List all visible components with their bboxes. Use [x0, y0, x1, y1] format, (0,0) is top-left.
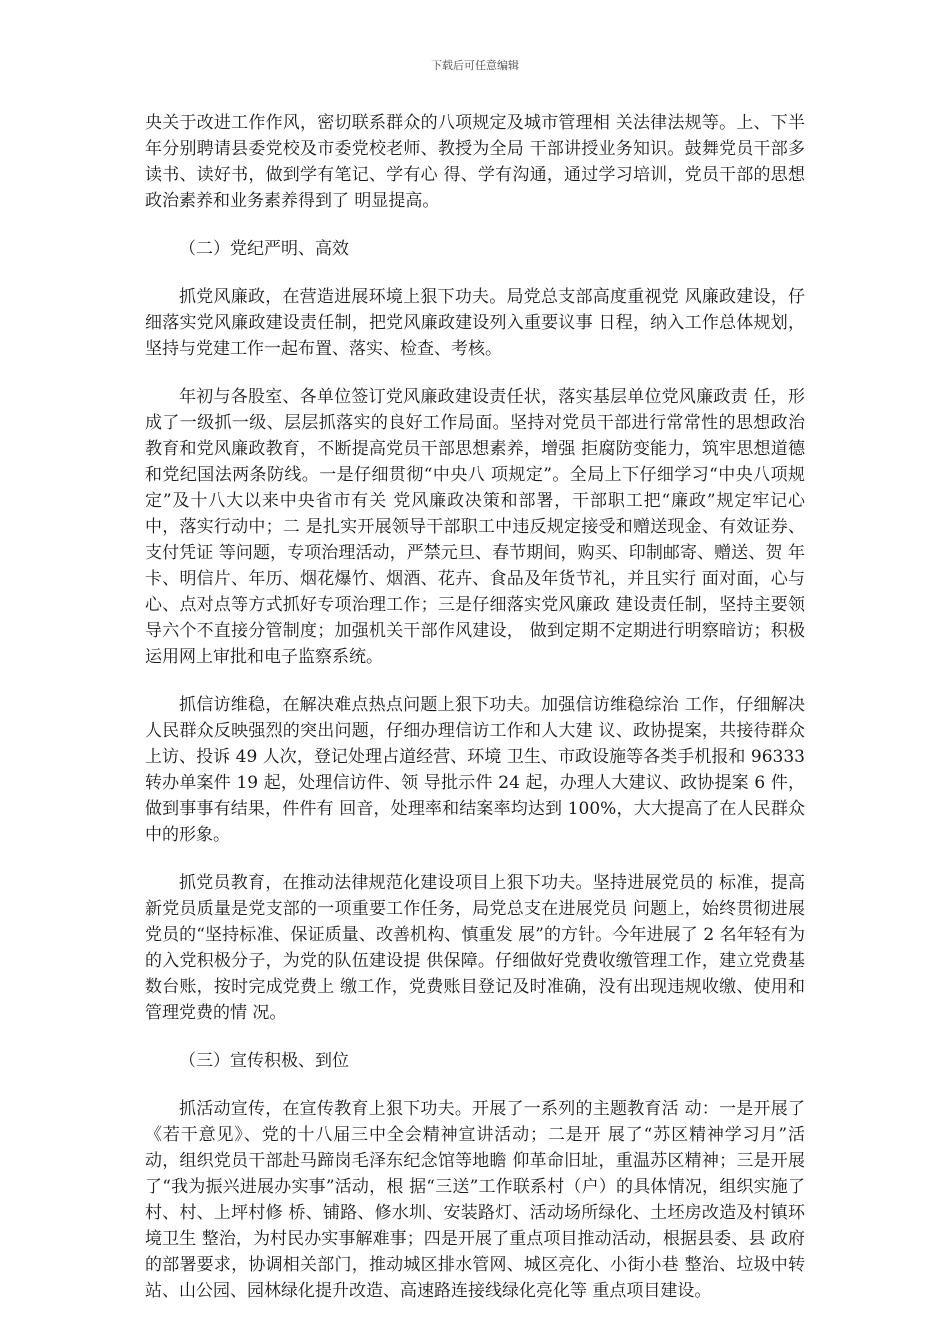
paragraph-responsibility: 年初与各股室、各单位签订党风廉政建设责任状，落实基层单位党风廉政责 任，形成了一级抓一级、层层抓落实的良好工作局面。坚持对党员干部进行常常性的思想政治教育和党风廉政教育，不断提高党员干部思想素养，增强 拒腐防变能力，筑牢思想道德和党纪国法两条防线。一是仔细贯彻“中央八 项规定”。全局上下仔细学习“中央八项规定”及十八大以来中央省市有关 党风廉政决策和部署，干部职工把“廉政”规定牢记心中，落实行动中；二 是扎实开展领导干部职工中违反规定接受和赠送现金、有效证券、支付凭证 等问题，专项治理活动，严禁元旦、春节期间，购买、印制邮寄、赠送、贺 年卡、明信片、年历、烟花爆竹、烟酒、花卉、食品及年货节礼，并且实行 面对面，心与心、点对点等方式抓好专项治理工作；三是仔细落实党风廉政 建设责任制，坚持主要领导六个不直接分管制度；加强机关干部作风建设， 做到定期不定期进行明察暗访；积极运用网上审批和电子监察系统。 — [145, 387, 805, 667]
section-heading-three: （三）宣传积极、到位 — [179, 1051, 349, 1071]
paragraph-publicity: 抓活动宣传，在宣传教育上狠下功夫。开展了一系列的主题教育活 动：一是开展了《若干意见》、党的十八届三中全会精神宣讲活动；二是开 展了“苏区精神学习月”活动，组织党员干部赴马蹄岗毛泽东纪念馆等地瞻 仰革命旧址，重温苏区精神；三是开展了“我为振兴进展办实事”活动，根 据“三送”工作联系村（户）的具体情况，组织实施了村、村、上坪村修 桥、铺路、修水圳、安装路灯、活动场所绿化、土坯房改造及村镇环境卫生 整治，为村民办实事解难事；四是开展了重点项目推动活动，根据县委、县 政府的部署要求，协调相关部门，推动城区排水管网、城区亮化、小街小巷 整治、垃圾中转站、山公园、园林绿化提升改造、高速路连接线绿化亮化等 重点项目建设。 — [145, 1099, 805, 1301]
page-header: 下载后可任意编辑 — [431, 59, 519, 72]
paragraph-intro-continuation: 央关于改进工作作风，密切联系群众的八项规定及城市管理相 关法律法规等。上、下半年分别聘请县委党校及市委党校老师、教授为全局 干部讲授业务知识。鼓舞党员干部多读书、读好书，做到学有笔记、学有心 得、学有沟通，通过学习培训，党员干部的思想政治素养和业务素养得到了 明显提高。 — [145, 113, 805, 211]
paragraph-petitions: 抓信访维稳，在解决难点热点问题上狠下功夫。加强信访维稳综治 工作，仔细解决人民群众反映强烈的突出问题，仔细办理信访工作和人大建 议、政协提案，共接待群众上访、投诉 49 人次，登记处理占道经营、环境 卫生、市政设施等各类手机报和 96333 转办单案件 19 起，处理信访件、领 导批示件 24 起，办理人大建议、政协提案 6 件，做到事事有结果，件件有 回音，处理率和结案率均达到 100%，大大提高了在人民群众中的形象。 — [145, 695, 805, 845]
paragraph-party-conduct: 抓党风廉政，在营造进展环境上狠下功夫。局党总支部高度重视党 风廉政建设，仔细落实党风廉政建设责任制，把党风廉政建设列入重要议事 日程，纳入工作总体规划，坚持与党建工作一起布置、落实、检查、考核。 — [145, 287, 805, 359]
document-body — [145, 110, 805, 1326]
paragraph-member-education: 抓党员教育，在推动法律规范化建设项目上狠下功夫。坚持进展党员的 标准，提高新党员质量是党支部的一项重要工作任务，局党总支在进展党员 问题上，始终贯彻进展党员的“坚持标准、保证质量、改善机构、慎重发 展”的方针。今年进展了 2 名年轻有为的入党积极分子，为党的队伍建设提 供保障。仔细做好党费收缴管理工作，建立党费基数台账，按时完成党费上 缴工作，党费账目登记及时准确，没有出现违规收缴、使用和管理党费的情 况。 — [145, 873, 805, 1023]
section-heading-two: （二）党纪严明、高效 — [179, 239, 349, 259]
